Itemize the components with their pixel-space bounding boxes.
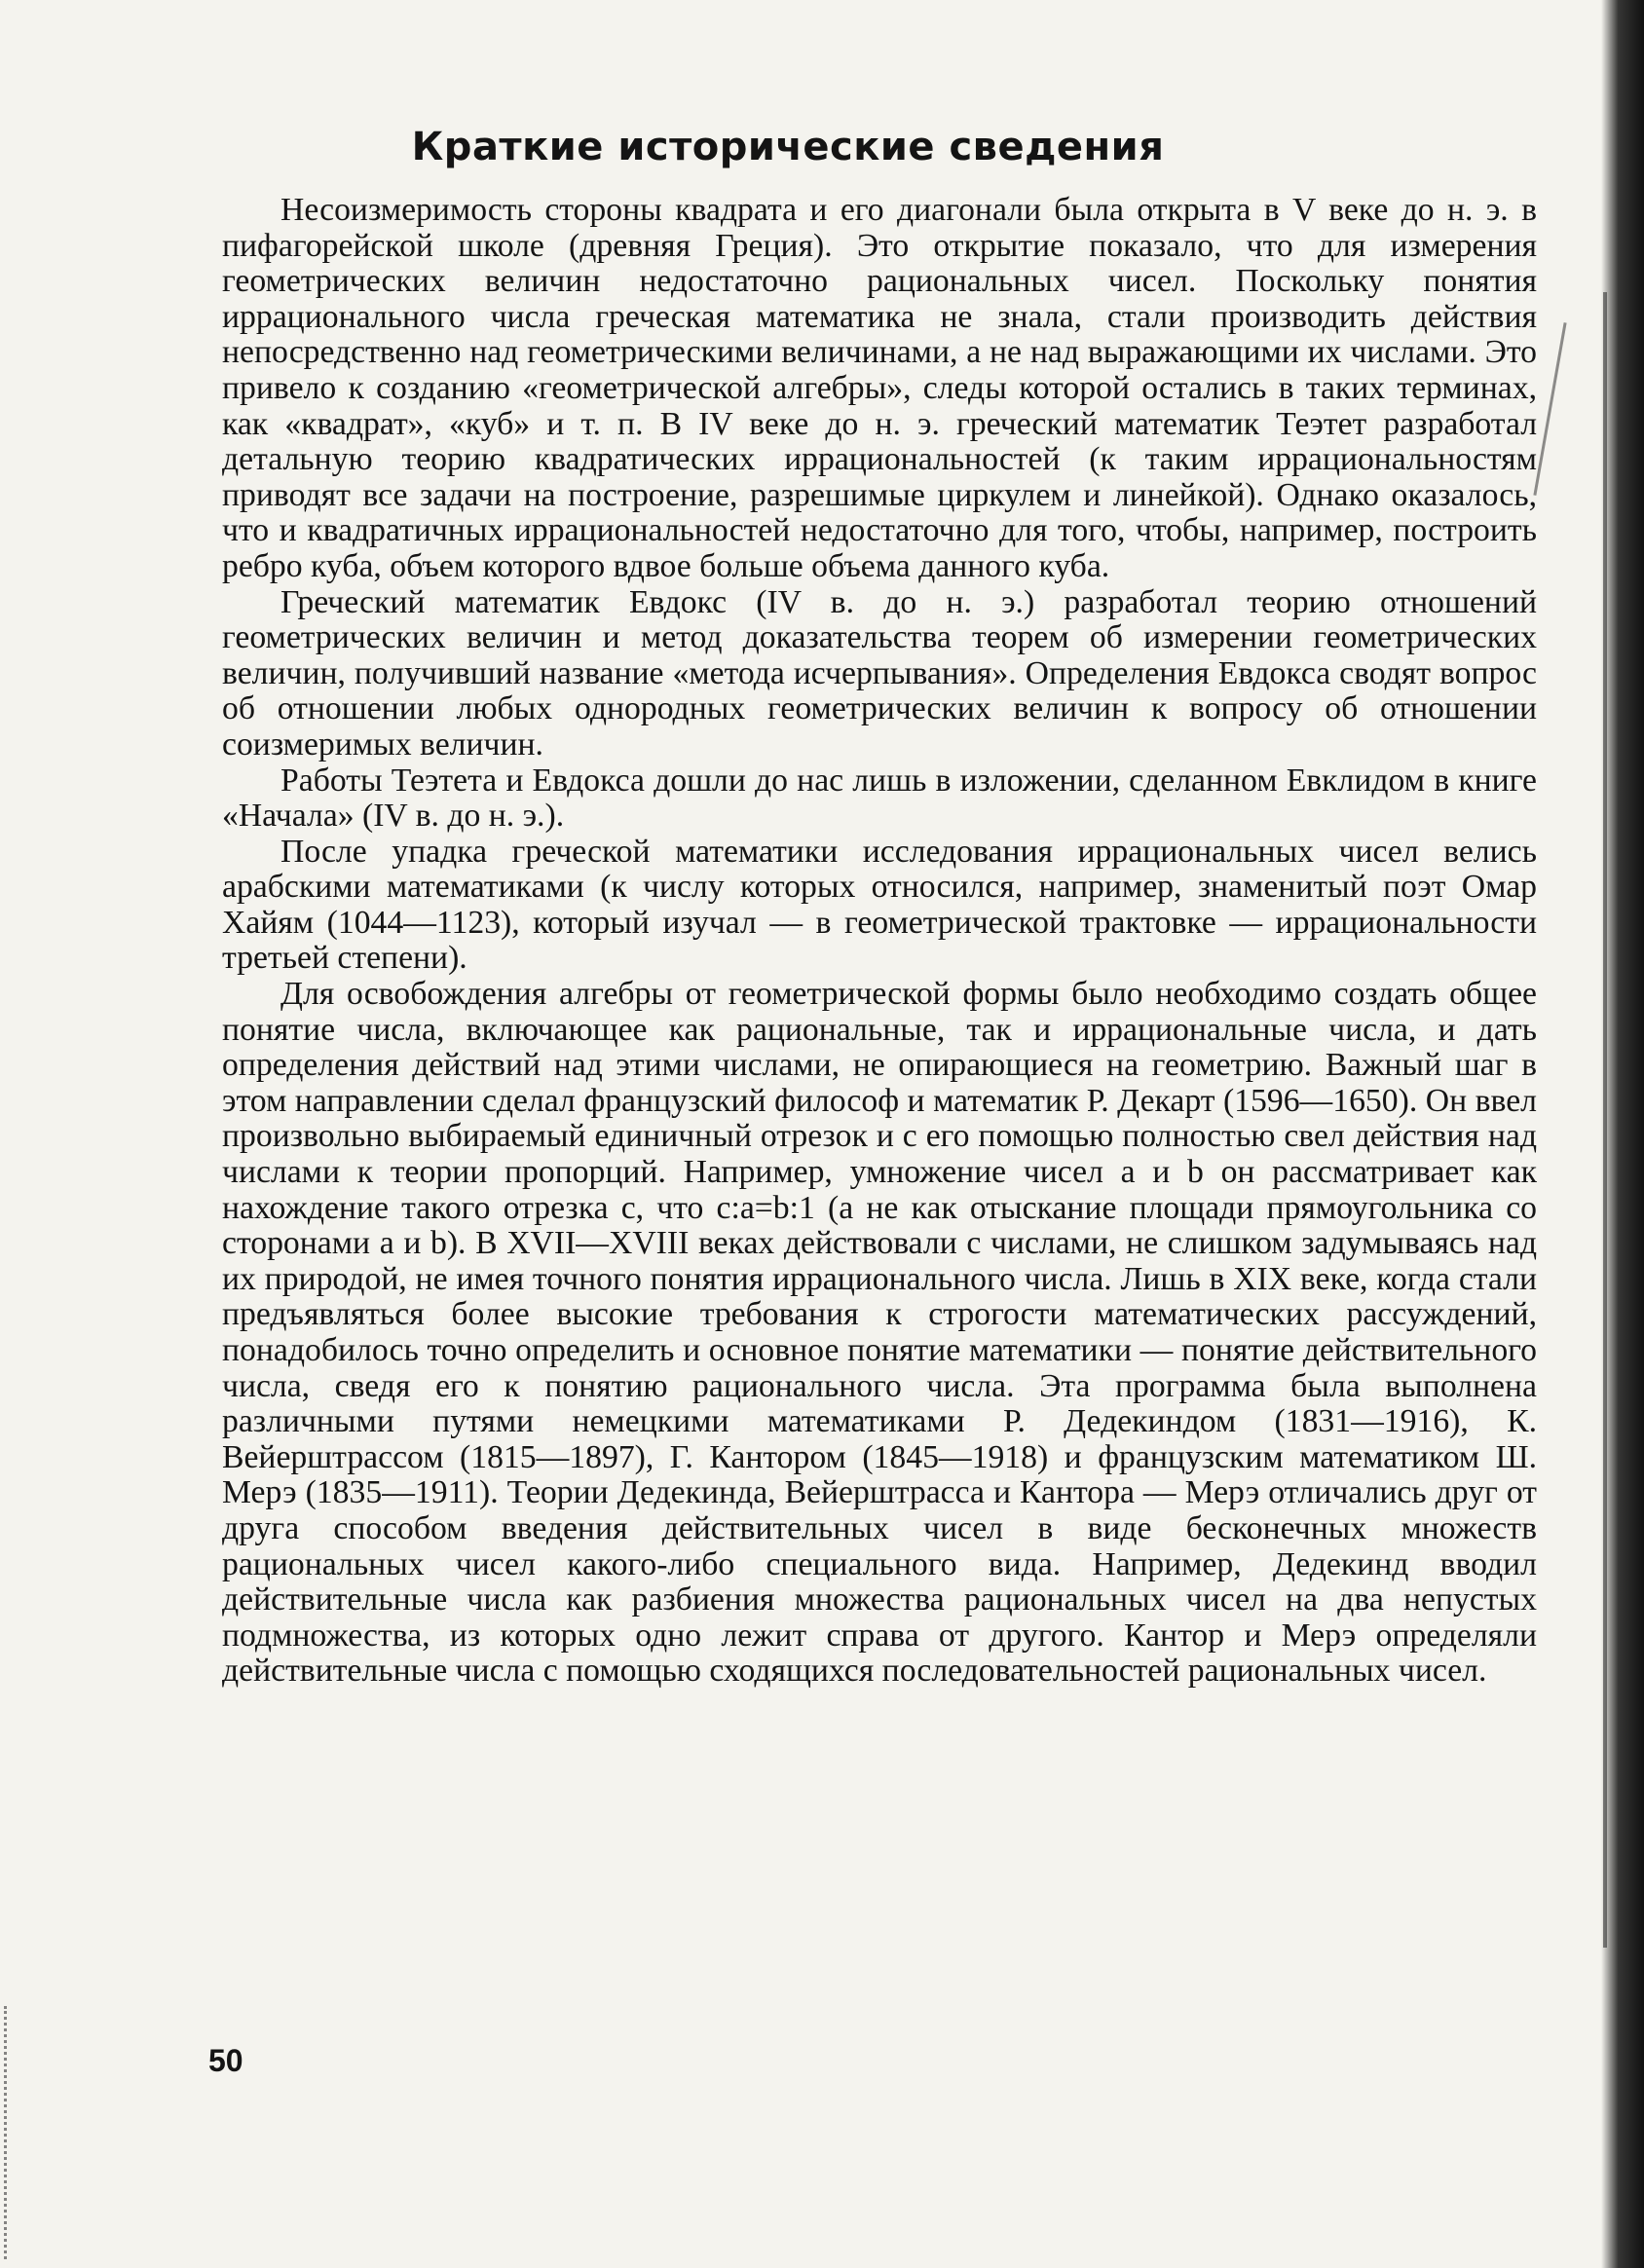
scan-edge-shadow: [1601, 0, 1644, 2268]
scan-edge-line: [1603, 292, 1607, 1948]
paragraph-eudoxus: Греческий математик Евдокс (IV в. до н. э.) разработал теорию отношений геометрических величин и метод доказательства теорем об измерении геометрических величин, получивший название «метода исчерпывания». Определения Евдокса сводят вопрос об отношении любых однородных геометрических величин к вопросу об отношении соизмеримых величин.: [222, 583, 1537, 762]
paragraph-incommensurability: Несоизмеримость стороны квадрата и его диагонали была открыта в V веке до н. э. в пифагорейской школе (древняя Греция). Это открытие показало, что для измерения геометрических величин недостаточно рациональных чисел. Поскольку понятия иррационального числа греческая математика не знала, стали производить действия непосредственно над геометрическими величинами, а не над выражающими их числами. Это привело к созданию «геометрической алгебры», следы которой остались в таких терминах, как «квадрат», «куб» и т. п. В IV веке до н. э. греческий математик Теэтет разработал детальную теорию квадратических иррациональностей (к таким иррациональностям приводят все задачи на построение, разрешимые циркулем и линейкой). Однако оказалось, что и квадратичных иррациональностей недостаточно для того, чтобы, например, построить ребро куба, объем которого вдвое больше объема данного куба.: [222, 192, 1537, 584]
section-title: Краткие исторические сведения: [411, 125, 1165, 169]
scan-stray-mark: [1533, 322, 1566, 496]
scan-left-specks: [4, 2006, 11, 2259]
paragraph-arab-mathematics: После упадка греческой математики исследования иррациональных чисел велись арабскими математиками (к числу которых относился, например, знаменитый поэт Омар Хайям (1044—1123), который изучал — в геометрической трактовке — иррациональности третьей степени).: [222, 833, 1537, 977]
section-body: [222, 193, 1537, 1690]
paragraph-euclid: Работы Теэтета и Евдокса дошли до нас лишь в изложении, сделанном Евклидом в книге «Начала» (IV в. до н. э.).: [222, 762, 1537, 835]
paragraph-real-numbers: Для освобождения алгебры от геометрической формы было необходимо создать общее понятие числа, включающее как рациональные, так и иррациональные числа, и дать определения действий над этими числами, не опирающиеся на геометрию. Важный шаг в этом направлении сделал французский философ и математик Р. Декарт (1596—1650). Он ввел произвольно выбираемый единичный отрезок и с его помощью полностью свел действия над числами к теории пропорций. Например, умножение чисел a и b он рассматривает как нахождение такого отрезка c, что c:a=b:1 (а не как отыскание площади прямоугольника со сторонами a и b). В XVII—XVIII веках действовали с числами, не слишком задумываясь над их природой, не имея точного понятия иррационального числа. Лишь в XIX веке, когда стали предъявляться более высокие требования к строгости математических рассуждений, понадобилось точно определить и основное понятие математики — понятие действительного числа, сведя его к понятию рационального числа. Эта программа была выполнена различными путями немецкими математиками Р. Дедекиндом (1831—1916), К. Вейерштрассом (1815—1897), Г. Кантором (1845—1918) и французским математиком Ш. Мерэ (1835—1911). Теории Дедекинда, Вейерштрасса и Кантора — Мерэ отличались друг от друга способом введения действительных чисел в виде бесконечных множеств рациональных чисел какого-либо специального вида. Например, Дедекинд вводил действительные числа как разбиения множества рациональных чисел на два непустых подмножества, из которых одно лежит справа от другого. Кантор и Мерэ определяли действительные числа с помощью сходящихся последовательностей рациональных чисел.: [222, 976, 1537, 1690]
page-number: 50: [208, 2043, 243, 2078]
